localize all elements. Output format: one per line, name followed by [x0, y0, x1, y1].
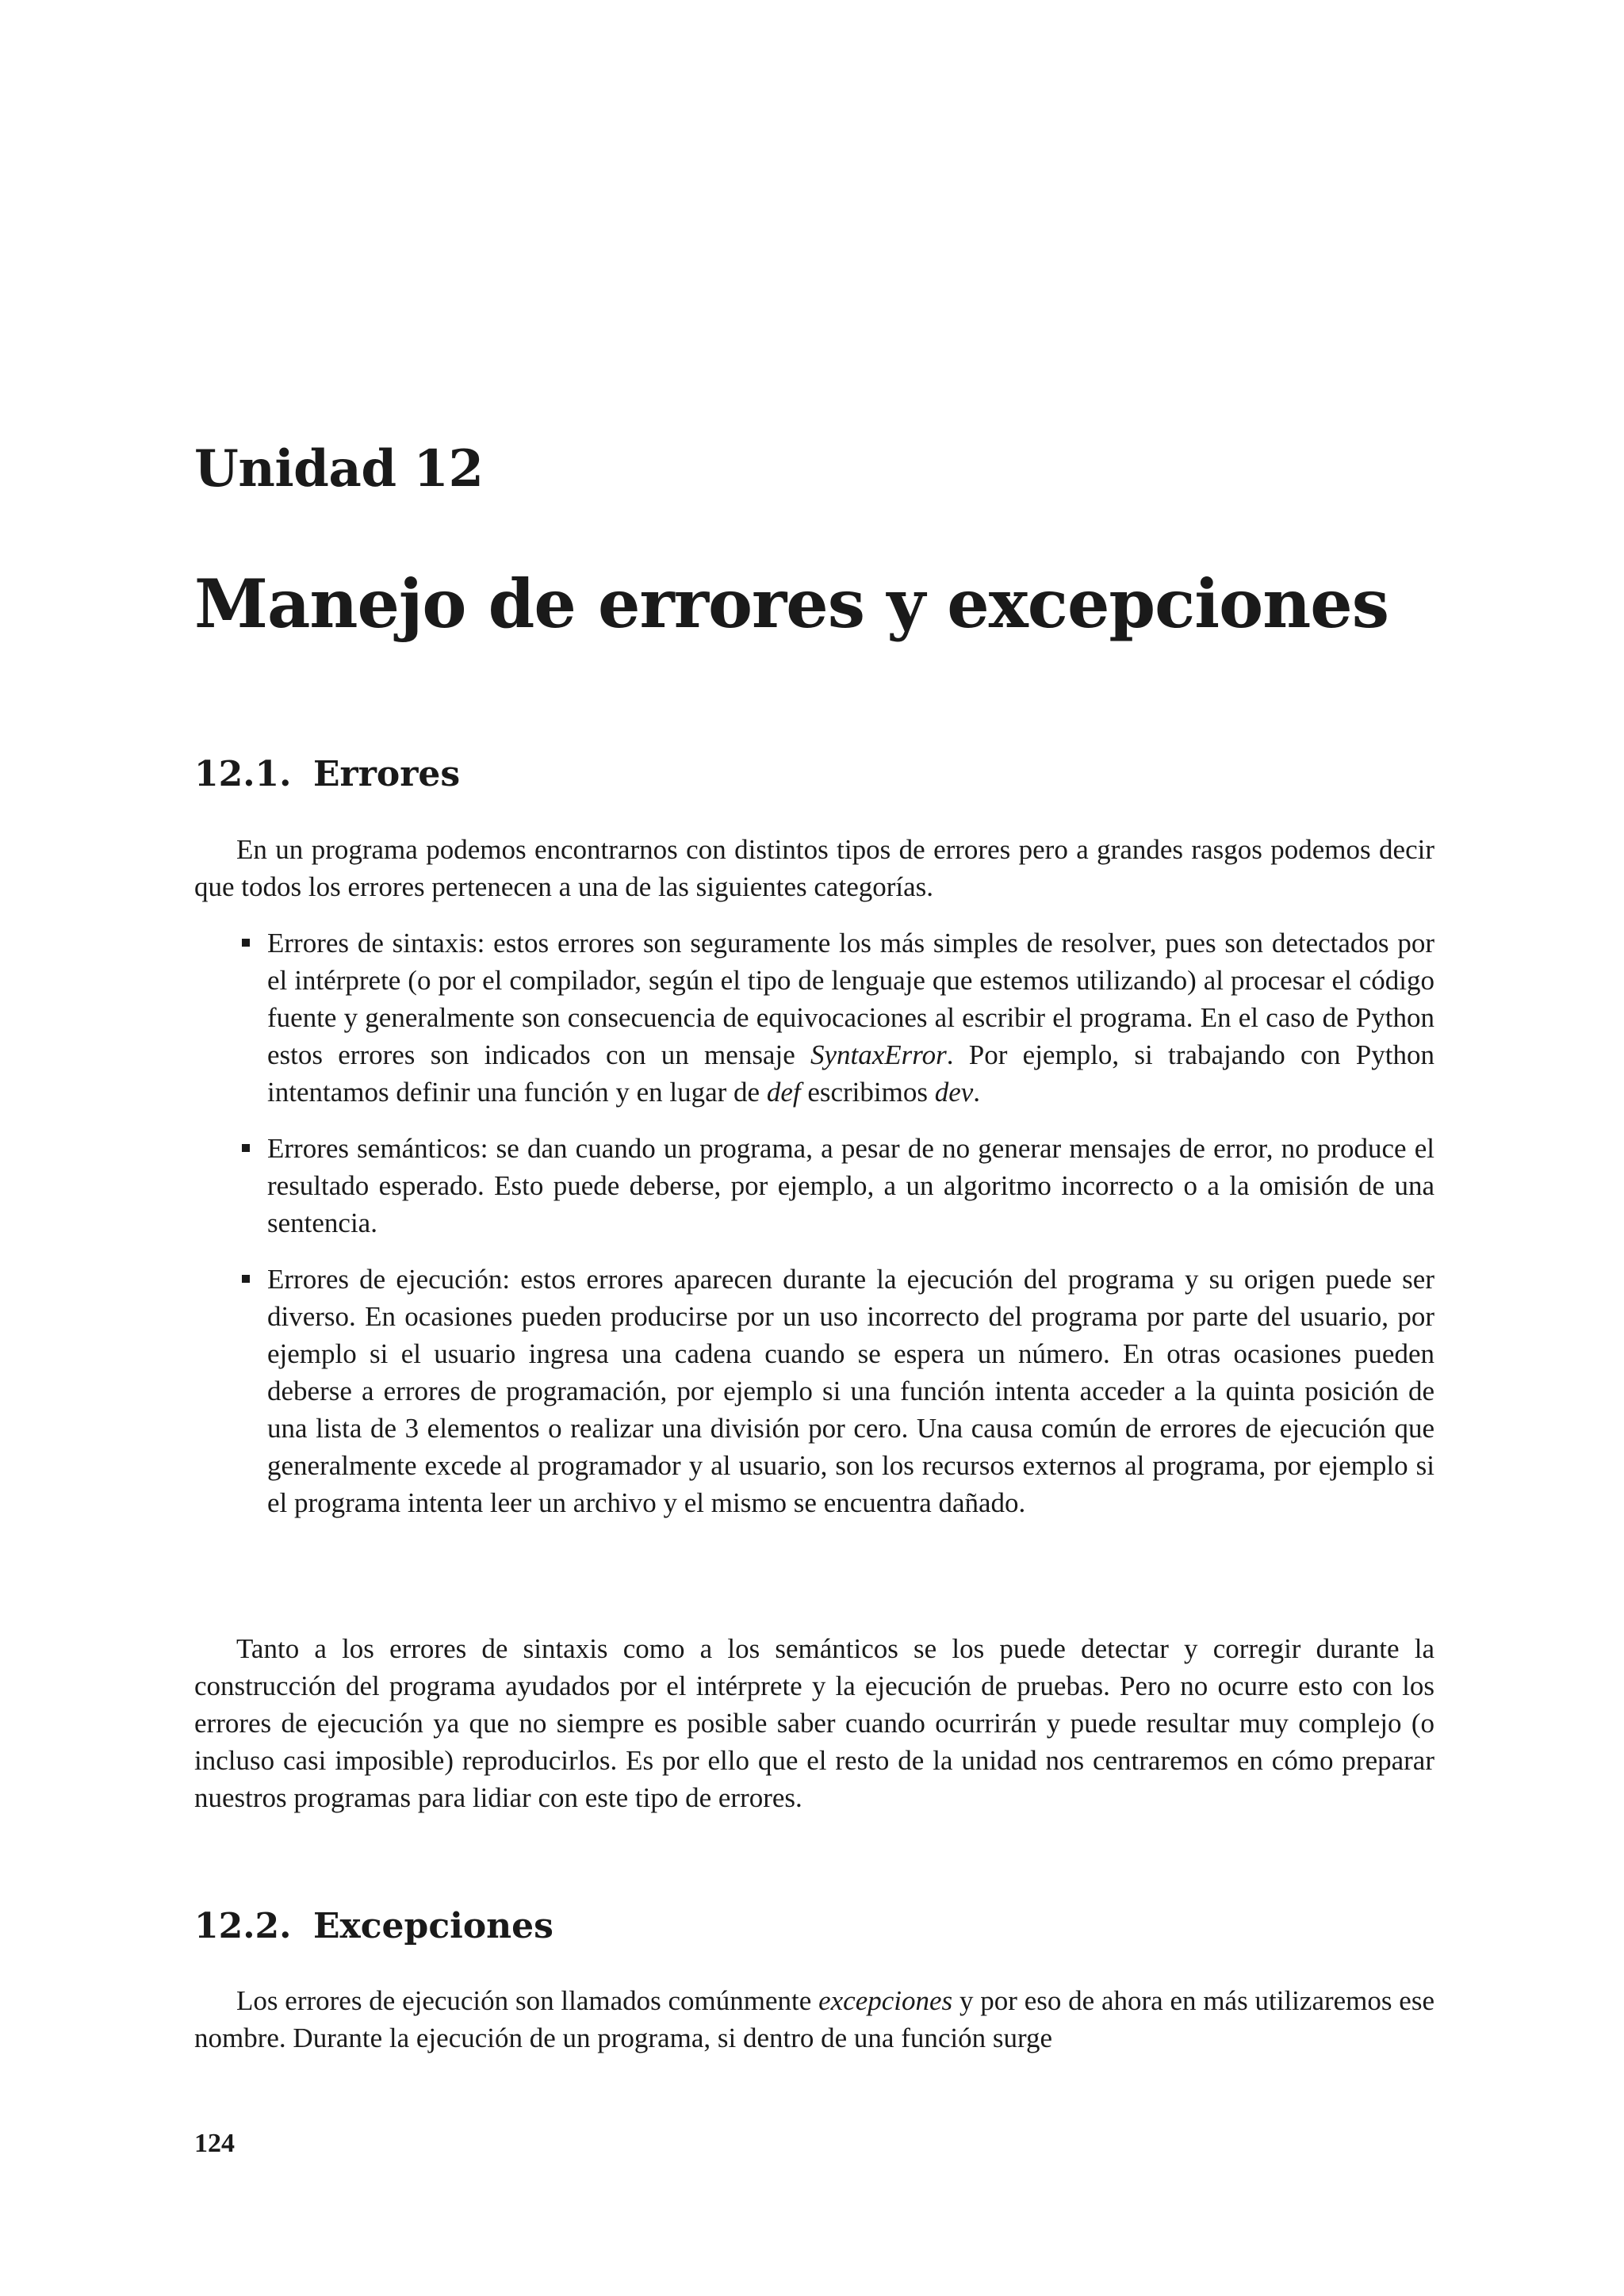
emphasis-def: def	[766, 1077, 801, 1108]
summary-paragraph: Tanto a los errores de sintaxis como a los semánticos se los puede detectar y corregir durante la construcción del programa ayudados por el intérprete y la ejecución de pruebas. Pero no ocurre esto con los errores de ejecución ya que no siempre es posible saber cuando ocurrirán y puede resultar muy complejo (o incluso casi imposible) reproducirlos. Es por ello que el resto de la unidad nos centraremos en cómo preparar nuestros programas para lidiar con este tipo de errores.	[194, 1633, 1434, 1813]
section-heading-errores	[194, 754, 461, 794]
bullet-square-icon	[242, 1144, 250, 1152]
error-categories-list	[194, 924, 1434, 1540]
list-item-text: .	[973, 1077, 981, 1108]
list-item-text: escribimos	[800, 1077, 935, 1108]
intro-paragraph: En un programa podemos encontrarnos con distintos tipos de errores pero a grandes rasgos podemos decir que todos los errores pertenecen a una de las siguientes categorías.	[194, 834, 1434, 902]
section-title: Excepciones	[313, 1906, 553, 1946]
paragraph-text: y por eso de ahora en más utilizaremos ese nombre. Durante la ejecución de un programa, si dentro de una función surge	[194, 1985, 1434, 2053]
list-item-syntax-errors	[194, 924, 1434, 1111]
section-number: 12.2.	[194, 1906, 292, 1946]
unit-label: Unidad 12	[194, 439, 484, 499]
section-heading-excepciones	[194, 1906, 553, 1946]
list-item-text: Errores de ejecución: estos errores aparecen durante la ejecución del programa y su origen puede ser diverso. En ocasiones pueden producirse por un uso incorrecto del programa por parte del usuario, por ejemplo si el usuario ingresa una cadena cuando se espera un número. En otras ocasiones pueden deberse a errores de programación, por ejemplo si una función intenta acceder a la quinta posición de una lista de 3 elementos o realizar una división por cero. Una causa común de errores de ejecución que generalmente excede al programador y al usuario, son los recursos externos al programa, por ejemplo si el programa intenta leer un archivo y el mismo se encuentra dañado.	[267, 1264, 1434, 1518]
list-item-runtime-errors	[194, 1261, 1434, 1521]
list-item-text: Errores semánticos: se dan cuando un programa, a pesar de no generar mensajes de error, no produce el resultado esperado. Esto puede deberse, por ejemplo, a un algoritmo incorrecto o a la omisión de una sentencia.	[267, 1133, 1434, 1238]
list-item-semantic-errors	[194, 1130, 1434, 1242]
paragraph-text: Los errores de ejecución son llamados comúnmente	[236, 1985, 819, 2016]
list-item-text: . Por ejemplo, si trabajando con Python intentamos definir una función y en lugar de	[267, 1039, 1434, 1108]
emphasis-dev: dev	[934, 1077, 974, 1108]
page-number: 124	[194, 2129, 235, 2158]
section-title: Errores	[313, 754, 461, 794]
chapter-title: Manejo de errores y excepciones	[194, 564, 1389, 643]
exceptions-paragraph	[194, 1982, 1434, 2057]
bullet-square-icon	[242, 1275, 250, 1283]
bullet-square-icon	[242, 939, 250, 947]
list-item-text: Errores de sintaxis: estos errores son seguramente los más simples de resolver, pues son detectados por el intérprete (o por el compilador, según el tipo de lenguaje que estemos utilizando) al procesar el código fuente y generalmente son consecuencia de equivocaciones al escribir el programa. En el caso de Python estos errores son indicados con un mensaje	[267, 928, 1434, 1070]
emphasis-syntaxerror: SyntaxError	[810, 1039, 947, 1070]
section-number: 12.1.	[194, 754, 292, 794]
emphasis-excepciones: excepciones	[818, 1985, 953, 2016]
